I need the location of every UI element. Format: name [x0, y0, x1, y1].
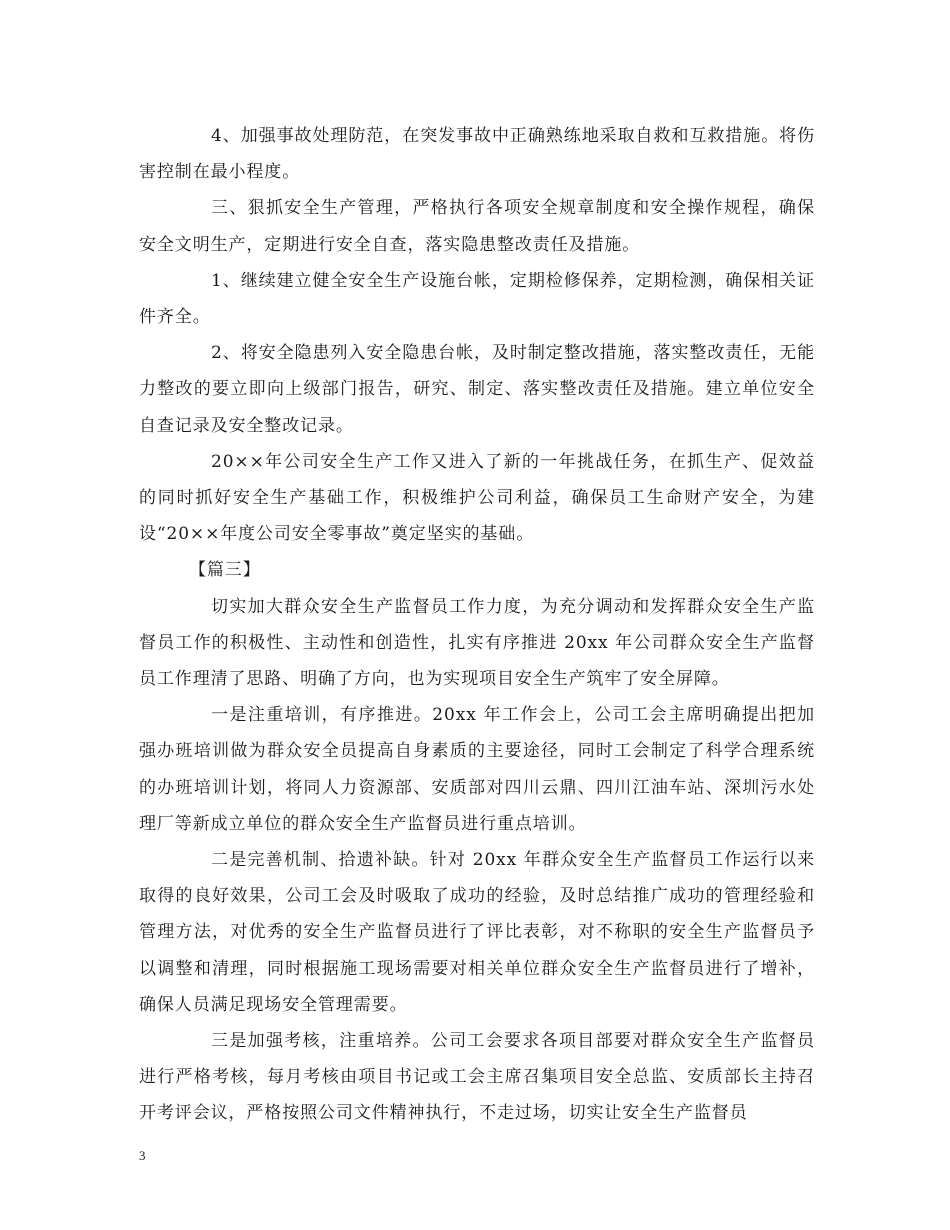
- page-number: 3: [139, 1148, 146, 1163]
- paragraph-section-three: 三、狠抓安全生产管理，严格执行各项安全规章制度和安全操作规程，确保安全文明生产，定期进行安全自查，落实隐患整改责任及措施。: [139, 198, 815, 255]
- section-heading-part-three: 【篇三】: [189, 560, 261, 581]
- paragraph-hazard-ledger: 2、将安全隐患列入安全隐患台帐，及时制定整改措施，落实整改责任，无能力整改的要立即向上级部门报告，研究、制定、落实整改责任及措施。建立单位安全自查记录及安全整改记录。: [139, 343, 815, 436]
- paragraph-facility-ledger: 1、继续建立健全安全生产设施台帐，定期检修保养，定期检测，确保相关证件齐全。: [139, 270, 815, 328]
- paragraph-supervisor-intro: 切实加大群众安全生产监督员工作力度，为充分调动和发挥群众安全生产监督员工作的积极性、主动性和创造性，扎实有序推进 20xx 年公司群众安全生产监督员工作理清了思路、明确了方向，也为实现项目安全生产筑牢了安全屏障。: [139, 596, 815, 690]
- paragraph-assessment: 三是加强考核，注重培养。公司工会要求各项目部要对群众安全生产监督员进行严格考核，每月考核由项目书记或工会主席召集项目安全总监、安质部长主持召开考评会议，严格按照公司文件精神执行，不走过场，切实让安全生产监督员: [139, 1031, 815, 1124]
- paragraph-accident-prevention: 4、加强事故处理防范，在突发事故中正确熟练地采取自救和互救措施。将伤害控制在最小程度。: [139, 126, 815, 183]
- paragraph-mechanism: 二是完善机制、拾遗补缺。针对 20xx 年群众安全生产监督员工作运行以来取得的良好效果，公司工会及时吸取了成功的经验，及时总结推广成功的管理经验和管理方法，对优秀的安全生产监督员进行了评比表彰，对不称职的安全生产监督员予以调整和清理，同时根据施工现场需要对相关单位群众安全生产监督员进行了增补，确保人员满足现场安全管理需要。: [139, 850, 815, 1015]
- document-body: [139, 118, 815, 1132]
- paragraph-yearly-summary: 20××年公司安全生产工作又进入了新的一年挑战任务，在抓生产、促效益的同时抓好安全生产基础工作，积极维护公司利益，确保员工生命财产安全，为建设“20××年度公司安全零事故”奠定坚实的基础。: [139, 451, 815, 545]
- paragraph-training: 一是注重培训，有序推进。20xx 年工作会上，公司工会主席明确提出把加强办班培训做为群众安全员提高自身素质的主要途径，同时工会制定了科学合理系统的办班培训计划，将同人力资源部、安质部对四川云鼎、四川江油车站、深圳污水处理厂等新成立单位的群众安全生产监督员进行重点培训。: [139, 705, 815, 834]
